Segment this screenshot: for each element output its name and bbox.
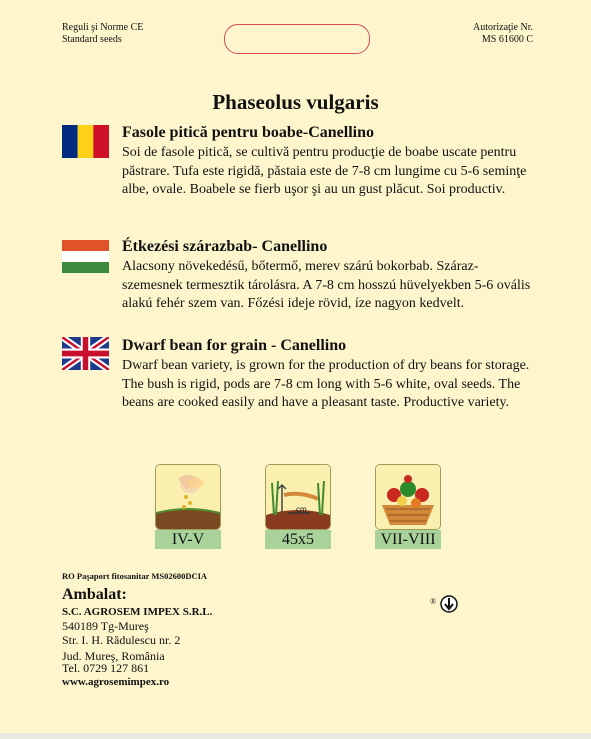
harvest-period-label: VII-VIII [375, 530, 441, 549]
sowing-icon [155, 464, 221, 530]
header-right [473, 22, 533, 46]
company-name: S.C. AGROSEM IMPEX S.R.L. [62, 606, 213, 618]
phytosanitary-passport: RO Paşaport fitosanitar MS02600DCIA [62, 571, 208, 581]
spacing-label: 45x5 [265, 530, 331, 549]
packet-window [224, 24, 370, 54]
section-heading-hu: Étkezési szárazbab- Canellino [122, 238, 328, 255]
website-link[interactable]: www.agrosemimpex.ro [62, 676, 170, 688]
section-heading-ro: Fasole pitică pentru boabe-Canellino [122, 124, 375, 141]
registered-icon: ® [430, 597, 437, 606]
address-line2: Str. I. H. Rădulescu nr. 2 [62, 633, 181, 647]
section-body-en: Dwarf bean variety, is grown for the production of dry beans for storage. The bush is rigid, pods are 7-8 cm long with 5-6 white, oval seeds. The beans are cooked easily and have a pleasant taste. Productive variety. [122, 358, 530, 411]
harvest-icon [375, 464, 441, 530]
authorization-label: Autorizaţie Nr. [473, 22, 533, 33]
romania-flag [62, 125, 109, 158]
section-body-ro: Soi de fasole pitică, se cultivă pentru producţie de boabe uscate pentru păstrare. Tufa este rigidă, păstaia este de 7-8 cm lungime cu 5-6 seminţe albe, ovale. Boabele se fierb uşor şi au un gust plăcut. Soi productiv. [122, 145, 527, 198]
uk-flag [62, 337, 109, 370]
phone-number: Tel. 0729 127 861 [62, 661, 150, 675]
section-heading-en: Dwarf bean for grain - Canellino [122, 337, 347, 354]
standard-seeds-text: Standard seeds [62, 34, 122, 45]
section-body-hu: Alacsony növekedésű, bőtermő, merev szárú bokorbab. Száraz-szemesnek termesztik tárolásra. A 7-8 cm hosszú hüvelyekben 5-6 ovális alakú fehér szem van. Főzési ideje rövid, íze nagyon kedvelt. [122, 259, 531, 312]
hungary-flag [62, 240, 109, 273]
company-logo-icon [440, 595, 458, 613]
spacing-unit-text: cm [296, 505, 307, 514]
spacing-icon [265, 464, 331, 530]
sowing-period-label: IV-V [155, 530, 221, 549]
packaged-by-heading: Ambalat: [62, 586, 127, 603]
authorization-number: MS 61600 C [481, 34, 533, 45]
regulations-text: Reguli şi Norme CE [62, 22, 144, 33]
address-line3: Jud. Mureş, România [62, 649, 165, 663]
page-title: Phaseolus vulgaris [212, 90, 379, 114]
bottom-strip [0, 733, 591, 739]
header-left [62, 22, 143, 46]
address-line1: 540189 Tg-Mureş [62, 619, 149, 633]
